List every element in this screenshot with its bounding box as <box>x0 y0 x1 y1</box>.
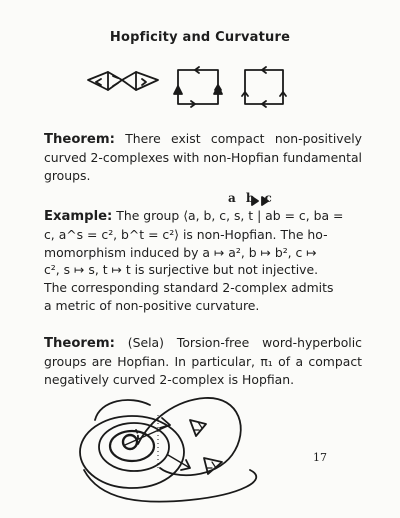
theorem-1-label: Theorem: <box>44 132 115 147</box>
spiral-sketch <box>80 398 256 502</box>
example-line-2: momorphism induced by a ↦ a², b ↦ b², c ↦ <box>44 244 317 260</box>
theorem-2-label: Theorem: <box>44 336 115 351</box>
handwritten-annotation: a b c <box>228 191 275 205</box>
example-line-3: c², s ↦ s, t ↦ t is surjective but not injective. <box>44 262 319 278</box>
example-line-1: c, a^s = c², b^t = c²⟩ is non-Hopfian. The ho- <box>44 226 328 242</box>
example-line-0 <box>44 207 362 226</box>
theorem-1-text: There exist compact non-positively curved 2-complexes with non-Hopfian fundamental groups. <box>44 131 362 183</box>
square-1-left-arrow <box>174 86 182 94</box>
theorem-1 <box>44 130 362 184</box>
example-block <box>44 207 362 315</box>
theorem-2 <box>44 334 362 388</box>
example-line-0-text: The group ⟨a, b, c, s, t | ab = c, ba = <box>116 208 344 223</box>
page-title: Hopficity and Curvature <box>109 30 291 45</box>
theorem-2-text: (Sela) Torsion-free word-hyperbolic groups are Hopfian. In particular, π₁ of a compact negatively curved 2-complex is Hopfian. <box>44 335 362 387</box>
page-number: 17 <box>313 451 327 464</box>
example-line-4: The corresponding standard 2-complex admits <box>44 280 334 296</box>
example-line-5: a metric of non-positive curvature. <box>44 297 260 313</box>
square-1-right-arrow <box>214 86 222 94</box>
square-sketch-2 <box>242 67 286 107</box>
triangles-sketch <box>88 72 158 90</box>
square-sketch-1 <box>178 67 221 107</box>
example-label: Example: <box>44 209 113 224</box>
